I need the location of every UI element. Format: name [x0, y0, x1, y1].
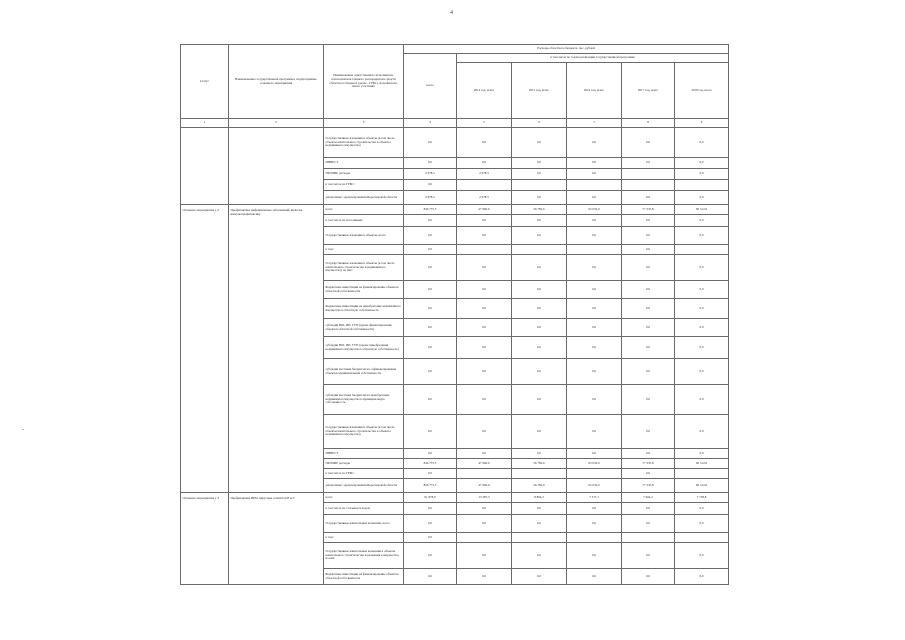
- row-label: Бюджетные инвестиции на финансирование объектов областной собственности: [324, 569, 404, 585]
- row-value: 77 335,8: [622, 459, 675, 469]
- header-col-index-6: 7: [567, 119, 622, 128]
- group-name: [229, 128, 324, 205]
- row-value: [675, 533, 729, 543]
- row-value: [457, 469, 512, 479]
- row-value: 0,0: [567, 128, 622, 158]
- row-value: 0,0: [675, 299, 729, 319]
- header-col-index-0: 1: [181, 119, 229, 128]
- row-value: 47 960,6: [457, 459, 512, 469]
- row-value: 0,0: [622, 299, 675, 319]
- header-col-index-8: 9: [675, 119, 729, 128]
- header-source-name: Наименование ответственного исполнителя, соисполнителя главного распорядителя средств областного бюджета (далее - ГРБС), исполнителя, иного участника: [324, 45, 404, 119]
- row-value: 0,0: [457, 543, 512, 569]
- row-value: 0,0: [567, 503, 622, 515]
- row-value: 65 032,0: [567, 459, 622, 469]
- row-value: 0,0: [675, 515, 729, 533]
- row-value: 0,0: [404, 469, 457, 479]
- row-value: 0,0: [567, 299, 622, 319]
- row-value: 0,0: [404, 533, 457, 543]
- row-value: 0,0: [404, 158, 457, 169]
- row-label: Государственные вложения в объекты, всего: [324, 227, 404, 245]
- row-label: Бюджетные инвестиции на финансирование объектов областной собственности: [324, 281, 404, 299]
- row-value: 0,0: [675, 169, 729, 180]
- row-value: 0,0: [404, 245, 457, 255]
- row-value: 0,0: [567, 227, 622, 245]
- margin-mark: -: [22, 427, 24, 433]
- row-value: 56 782,6: [512, 205, 567, 215]
- row-value: 0,0: [457, 415, 512, 449]
- row-value: 0,0: [404, 415, 457, 449]
- row-label: в том:: [324, 245, 404, 255]
- row-value: 0,0: [512, 158, 567, 169]
- row-value: 0,0: [512, 319, 567, 337]
- row-label: Государственные вложения в объекты (в том числе объекты капитального строительства и объекты недвижимого имущества): [324, 128, 404, 158]
- row-label: в том числе по ГРБС:: [324, 469, 404, 479]
- row-value: 0,0: [675, 281, 729, 299]
- table-body: [181, 128, 729, 585]
- row-value: 0,0: [622, 319, 675, 337]
- row-value: 0,0: [622, 543, 675, 569]
- row-value: 56 782,6: [512, 479, 567, 493]
- row-label: ПРОЧИЕ расходы: [324, 459, 404, 469]
- row-value: 0,0: [404, 180, 457, 191]
- row-value: 0,0: [404, 337, 457, 359]
- row-value: 0,0: [567, 158, 622, 169]
- header-col-index-4: 5: [457, 119, 512, 128]
- row-value: 0,0: [567, 255, 622, 281]
- row-value: 0,0: [622, 191, 675, 205]
- row-value: 77 335,8: [622, 479, 675, 493]
- row-value: 0,0: [457, 449, 512, 459]
- row-value: 0,0: [675, 449, 729, 459]
- table-row: [181, 128, 729, 158]
- row-value: 2 978,5: [404, 191, 457, 205]
- row-value: 0,0: [567, 359, 622, 385]
- row-label: ПРОЧИЕ расходы: [324, 169, 404, 180]
- group-status: Основное мероприятие 1.2: [181, 205, 229, 493]
- row-label: Государственные капитальные вложения, всего: [324, 515, 404, 533]
- row-value: 0,0: [675, 319, 729, 337]
- row-value: [512, 245, 567, 255]
- header-program-name: Наименование государственной программы, подпрограммы, основного мероприятия: [229, 45, 324, 119]
- row-value: 0,0: [512, 415, 567, 449]
- row-value: 0,0: [675, 415, 729, 449]
- row-label: всего: [324, 493, 404, 503]
- row-value: [512, 180, 567, 191]
- row-value: [622, 533, 675, 543]
- row-value: 0,0: [622, 281, 675, 299]
- row-value: 0,0: [404, 543, 457, 569]
- row-value: 0,0: [675, 255, 729, 281]
- row-value: 0,0: [404, 281, 457, 299]
- row-label: в том числе по источникам:: [324, 215, 404, 227]
- header-col-index-3: 4: [404, 119, 457, 128]
- row-label: всего: [324, 205, 404, 215]
- row-value: [675, 180, 729, 191]
- row-value: 0,0: [457, 337, 512, 359]
- row-value: 0,0: [622, 158, 675, 169]
- row-value: 0,0: [457, 515, 512, 533]
- row-value: 0,0: [567, 169, 622, 180]
- row-value: 0,0: [622, 337, 675, 359]
- row-value: 2 978,5: [404, 169, 457, 180]
- row-value: 0,0: [457, 299, 512, 319]
- row-value: 47 960,6: [457, 205, 512, 215]
- row-value: 0,0: [567, 415, 622, 449]
- row-value: 0,0: [567, 319, 622, 337]
- row-value: 0,0: [457, 281, 512, 299]
- row-value: 0,0: [675, 158, 729, 169]
- header-status: Статус: [181, 45, 229, 119]
- row-value: 65 032,0: [567, 479, 622, 493]
- row-value: 0,0: [512, 299, 567, 319]
- group-name: Профилактика ВИЧ, вирусных гепатитов В и С: [229, 493, 324, 585]
- row-value: 0,0: [457, 128, 512, 158]
- row-value: 0,0: [622, 569, 675, 585]
- row-value: [457, 533, 512, 543]
- row-label: субсидии ЮЛ, ИП, ГУП (кроме финансирование объектов областной собственности): [324, 319, 404, 337]
- row-value: 0,0: [567, 515, 622, 533]
- row-value: 0,0: [457, 255, 512, 281]
- row-value: 0,0: [622, 227, 675, 245]
- row-value: [567, 180, 622, 191]
- row-value: [512, 469, 567, 479]
- row-value: 0,0: [404, 569, 457, 585]
- row-value: 0,0: [567, 449, 622, 459]
- group-name: Профилактика инфекционных заболеваний, включая иммунопрофилактику: [229, 205, 324, 493]
- row-value: 0,0: [675, 191, 729, 205]
- header-year-1: 2015 год, всего: [512, 63, 567, 119]
- row-value: 0,0: [567, 215, 622, 227]
- row-value: 0,0: [404, 385, 457, 415]
- row-label: субсидии ЮЛ, ИП, ГУП (кроме приобретения недвижимого имущества в областную собственность): [324, 337, 404, 359]
- row-value: 0,0: [512, 169, 567, 180]
- row-value: 0,0: [567, 191, 622, 205]
- row-value: 0,0: [512, 543, 567, 569]
- row-label: субсидии местным бюджетам на приобретение недвижимого имущества в муниципальную собственность: [324, 385, 404, 415]
- row-value: [567, 245, 622, 255]
- row-value: 0,0: [457, 319, 512, 337]
- row-value: 2 978,5: [457, 169, 512, 180]
- row-value: 0,0: [512, 515, 567, 533]
- row-value: 0,0: [404, 299, 457, 319]
- header-spending-title: Расходы областного бюджета, тыс. рублей: [404, 45, 729, 54]
- row-value: 0,0: [457, 158, 512, 169]
- row-value: 77 335,8: [622, 205, 675, 215]
- row-value: 0,0: [512, 385, 567, 415]
- row-label: в том:: [324, 533, 404, 543]
- row-value: 0,0: [567, 337, 622, 359]
- row-value: 0,0: [457, 227, 512, 245]
- row-value: 0,0: [512, 337, 567, 359]
- row-value: 0,0: [675, 128, 729, 158]
- page-number: 4: [450, 10, 453, 16]
- row-value: 0,0: [404, 503, 457, 515]
- row-value: 0,0: [622, 449, 675, 459]
- row-value: 0,0: [622, 245, 675, 255]
- row-value: [457, 245, 512, 255]
- row-value: 0,0: [512, 128, 567, 158]
- row-label: ИНВЕСТ: [324, 158, 404, 169]
- row-value: 0,0: [512, 281, 567, 299]
- table-row: [181, 493, 729, 503]
- row-value: [675, 245, 729, 255]
- row-label: Государственные капитальные вложения в объекты капитального строительства и вложения в имущество, из них:: [324, 543, 404, 569]
- row-label: в том числе по ГРБС:: [324, 180, 404, 191]
- header-total: всего: [404, 54, 457, 119]
- row-value: 0,0: [567, 281, 622, 299]
- row-value: 0,0: [622, 515, 675, 533]
- row-value: 0,0: [622, 469, 675, 479]
- header-by-years: в том числе по годам реализации государственной программы: [457, 54, 729, 63]
- row-value: 0,0: [622, 215, 675, 227]
- header-year-2: 2016 год, всего: [567, 63, 622, 119]
- row-value: 0,0: [675, 359, 729, 385]
- row-value: 65 032,0: [567, 205, 622, 215]
- row-value: 0,0: [622, 385, 675, 415]
- row-value: 0,0: [622, 503, 675, 515]
- row-value: 0,0: [675, 385, 729, 415]
- row-value: 0,0: [567, 543, 622, 569]
- row-value: 0,0: [404, 359, 457, 385]
- row-value: 0,0: [404, 319, 457, 337]
- row-value: 13 387,3: [457, 493, 512, 503]
- row-label: ИНВЕСТ: [324, 449, 404, 459]
- row-value: [567, 533, 622, 543]
- row-value: 0,0: [567, 569, 622, 585]
- row-value: 0,0: [457, 569, 512, 585]
- row-value: 0,0: [512, 359, 567, 385]
- row-value: [457, 180, 512, 191]
- row-value: 0,0: [675, 215, 729, 227]
- header-col-index-2: 3: [324, 119, 404, 128]
- row-value: 0,0: [404, 449, 457, 459]
- row-value: 0,0: [404, 128, 457, 158]
- row-value: 0,0: [512, 215, 567, 227]
- row-value: 0,0: [675, 337, 729, 359]
- row-value: 0,0: [512, 227, 567, 245]
- row-value: [622, 180, 675, 191]
- header-year-3: 2017 год, всего: [622, 63, 675, 119]
- row-value: 2 978,5: [457, 191, 512, 205]
- row-label: Государственные вложения в объекты (в том числе капитального строительства и недвижимого имущества), из них:: [324, 255, 404, 281]
- row-value: 0,0: [457, 503, 512, 515]
- row-value: 0,0: [404, 215, 457, 227]
- row-value: 82 312,6: [675, 479, 729, 493]
- row-value: 0,0: [622, 128, 675, 158]
- row-value: 846 775,5: [404, 459, 457, 469]
- row-value: 47 960,6: [457, 479, 512, 493]
- row-value: 0,0: [512, 255, 567, 281]
- header-col-index-5: 6: [512, 119, 567, 128]
- row-value: 0,0: [622, 255, 675, 281]
- header-index-row: [181, 119, 729, 128]
- row-value: 8 864,2: [512, 493, 567, 503]
- row-value: 0,0: [512, 503, 567, 515]
- row-value: 846 775,5: [404, 205, 457, 215]
- row-label: в том числе по статьям расходов:: [324, 503, 404, 515]
- row-value: 56 782,6: [512, 459, 567, 469]
- header-col-index-7: 8: [622, 119, 675, 128]
- row-value: 0,0: [457, 215, 512, 227]
- row-value: 0,0: [675, 503, 729, 515]
- row-label: департамент здравоохранения Воронежской области: [324, 479, 404, 493]
- row-value: [675, 469, 729, 479]
- row-value: 0,0: [622, 359, 675, 385]
- row-value: 7 317,1: [567, 493, 622, 503]
- budget-table: [180, 44, 729, 585]
- row-value: 0,0: [622, 415, 675, 449]
- row-label: департамент здравоохранения Воронежской области: [324, 191, 404, 205]
- row-value: 82 312,6: [675, 459, 729, 469]
- row-value: 82 312,6: [675, 205, 729, 215]
- row-value: 7 604,2: [622, 493, 675, 503]
- row-value: 0,0: [567, 385, 622, 415]
- row-value: 0,0: [512, 191, 567, 205]
- row-value: 7 738,8: [675, 493, 729, 503]
- header-year-0: 2014 год, всего: [457, 63, 512, 119]
- row-value: 0,0: [675, 569, 729, 585]
- row-label: субсидии местным бюджетам на софинансирование объектов муниципальной собственности: [324, 359, 404, 385]
- row-value: 0,0: [404, 227, 457, 245]
- row-value: [622, 169, 675, 180]
- table-row: [181, 205, 729, 215]
- row-label: Бюджетные инвестиции на приобретение недвижимого имущества в областную собственность: [324, 299, 404, 319]
- row-value: [567, 469, 622, 479]
- group-status: Основное мероприятие 1.3: [181, 493, 229, 585]
- header-year-4: 2018 год, всего: [675, 63, 729, 119]
- row-value: 0,0: [512, 569, 567, 585]
- row-label: Государственные вложения в объекты (в том числе объекты капитального строительства и объекты недвижимого имущества): [324, 415, 404, 449]
- row-value: [512, 533, 567, 543]
- row-value: 846 775,5: [404, 479, 457, 493]
- row-value: 0,0: [675, 543, 729, 569]
- row-value: 0,0: [512, 449, 567, 459]
- row-value: 0,0: [404, 515, 457, 533]
- group-status: [181, 128, 229, 205]
- row-value: 0,0: [675, 227, 729, 245]
- row-value: 91 878,6: [404, 493, 457, 503]
- row-value: 0,0: [457, 385, 512, 415]
- header-col-index-1: 2: [229, 119, 324, 128]
- row-value: 0,0: [457, 359, 512, 385]
- row-value: 0,0: [404, 255, 457, 281]
